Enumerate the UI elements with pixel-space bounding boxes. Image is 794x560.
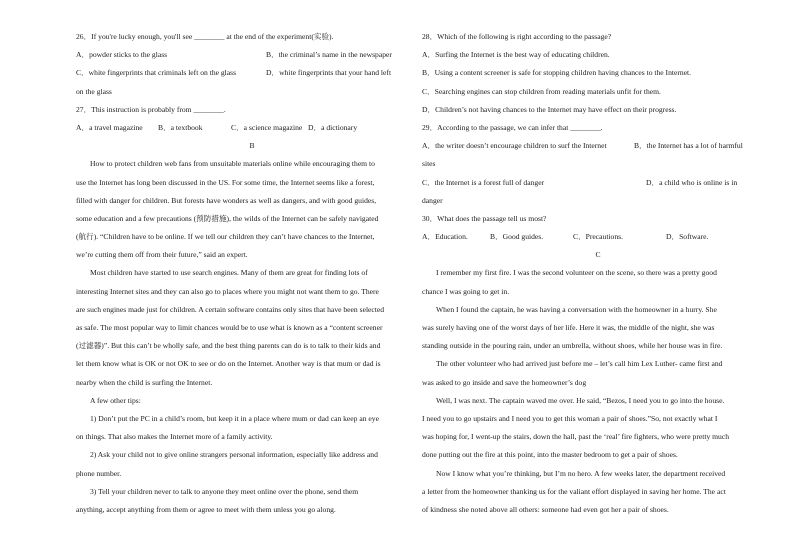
q29-option-b: B．the Internet has a lot of harmful	[634, 141, 743, 151]
passage-b-line: How to protect children web fans from unsuitable materials online while encouraging them to	[90, 159, 375, 169]
q28-option-a: A．Surfing the Internet is the best way of educating children.	[422, 50, 610, 60]
passage-c-line: I remember my first fire. I was the second volunteer on the scene, so there was a pretty good	[436, 268, 717, 278]
q29-options-row-2	[422, 174, 774, 192]
passage-c-line: standing outside in the pouring rain, under an umbrella, without shoes, while her house was in fire.	[422, 341, 723, 351]
question-29: 29．According to the passage, we can infer that ________.	[422, 122, 603, 132]
q26-option-d: D．white fingerprints that your hand left	[266, 68, 392, 78]
passage-c-line: chance I was going to get in.	[422, 286, 510, 296]
q29-option-a: A．the writer doesn’t encourage children to surf the Internet	[422, 141, 607, 151]
passage-c-line: was asked to go inside and save the homeowner’s dog	[422, 377, 587, 387]
q26-option-b: B．the criminal’s name in the newspaper	[266, 50, 392, 60]
left-column	[76, 28, 428, 519]
passage-b-line: 3) Tell your children never to talk to anyone they meet online over the phone, send them	[90, 486, 359, 496]
passage-b-line: on things. That also makes the Internet more of a family activity.	[76, 432, 273, 442]
passage-c-line: Now I know what you’re thinking, but I’m no hero. A few weeks later, the department received	[436, 468, 726, 478]
passage-c-line: was surely having one of the worst days of her life. Here it was, the middle of the night, she was	[422, 323, 715, 332]
passage-b-line: Most children have started to use search engines. Many of them are great for finding lots of	[90, 268, 368, 278]
passage-b-line: anything, accept anything from them or agree to meet with them unless you go along.	[76, 504, 336, 514]
question-26: 26．If you're lucky enough, you'll see ________ at the end of the experiment(实验).	[76, 32, 334, 41]
passage-c-line: was hoping for, I went-up the stairs, down the hall, past the ‘real’ fire fighters, who were pretty much	[422, 432, 730, 442]
q26-options-row-1	[76, 46, 428, 64]
passage-c-line: done putting out the fire at this point, into the master bedroom to get a pair of shoes.	[422, 450, 678, 460]
q26-option-a: A．powder sticks to the glass	[76, 50, 168, 60]
passage-c-line: of kindness she noted above all others: someone had even got her a pair of shoes.	[422, 504, 669, 514]
passage-b-line: filled with danger for children. But forests have wonders as well as dangers, and with good guides,	[76, 195, 377, 205]
q26-option-d-continued: on the glass	[76, 86, 112, 96]
passage-c-line: a letter from the homeowner thanking us for the valiant effort displayed in saving her home. The act	[422, 486, 726, 496]
passage-b-line: as safe. The most popular way to limit chances would be to use what is known as a “content screener	[76, 323, 383, 332]
q30-option-c: C．Precautions.	[573, 232, 623, 242]
passage-c-line: When I found the captain, he was having a conversation with the homeowner in a hurry. She	[436, 304, 717, 314]
passage-c-line: I need you to go upstairs and I need you to get this woman a pair of shoes.”So, not exactly what I	[422, 413, 718, 423]
passage-b-line: 1) Don’t put the PC in a child’s room, but keep it in a place where mum or dad can keep an eye	[90, 413, 379, 423]
q27-options	[76, 119, 428, 137]
q30-options	[422, 228, 774, 246]
passage-c-line: Well, I was next. The captain waved me over. He said, “Bezos, I need you to go into the house.	[436, 395, 725, 405]
passage-b-line: some education and a few precautions (预防措施), the wilds of the Internet can be safely navigated	[76, 213, 379, 223]
passage-b-line: nearby when the child is surfing the Internet.	[76, 377, 213, 387]
q29-options-row-1	[422, 137, 774, 155]
question-28: 28．Which of the following is right according to the passage?	[422, 32, 612, 41]
passage-b-line: A few other tips:	[90, 395, 141, 405]
passage-b-line: (航行). “Children have to be online. If we tell our children they can’t have chances to the Internet,	[76, 232, 375, 242]
passage-b-line: 2) Ask your child not to give online strangers personal information, especially like address and	[90, 450, 378, 460]
passage-b-line: let them know what is OK or not OK to see or do on the Internet. Another way is that mum or dad is	[76, 359, 381, 369]
q30-option-b: B．Good guides.	[490, 232, 544, 242]
q27-option-c: C．a science magazine	[231, 122, 303, 132]
q28-option-b: B．Using a content screener is safe for stopping children having chances to the Internet.	[422, 68, 692, 78]
q29-option-c: C．the Internet is a forest full of danger	[422, 177, 545, 187]
section-c-heading: C	[595, 250, 601, 260]
question-30: 30．What does the passage tell us most?	[422, 213, 547, 223]
passage-b-line: interesting Internet sites and they can also go to places where you might not want them to go. There	[76, 286, 379, 296]
passage-b-line: use the Internet has long been discussed in the US. For some time, the Internet seems like a forest,	[76, 177, 375, 187]
q29-option-b-continued: sites	[422, 159, 436, 169]
question-27: 27．This instruction is probably from ________.	[76, 104, 226, 114]
section-b-heading: B	[249, 141, 255, 151]
q27-option-d: D．a dictionary	[308, 122, 358, 132]
q29-option-d: D．a child who is online is in	[646, 177, 738, 187]
q27-option-b: B．a textbook	[158, 122, 203, 132]
q26-options-row-2	[76, 64, 428, 82]
passage-c-line: The other volunteer who had arrived just before me – let’s call him Lex Luther- came first and	[436, 359, 723, 369]
q28-option-c: C．Searching engines can stop children from reading materials unfit for them.	[422, 86, 661, 96]
q30-option-d: D．Software.	[666, 232, 709, 242]
q28-option-d: D．Children’s not having chances to the Internet may have effect on their progress.	[422, 104, 677, 114]
passage-b-line: (过滤器)”. But this can’t be wholly safe, and the best thing parents can do is to talk to their kids and	[76, 341, 381, 351]
q30-option-a: A．Education.	[422, 232, 468, 242]
q26-option-c: C．white fingerprints that criminals left on the glass	[76, 68, 237, 78]
passage-b-line: are such engines made just for children. A certain software contains only sites that have been selected	[76, 304, 385, 314]
right-column	[422, 28, 774, 519]
passage-b-line: we’re cutting them off from their future,” said an expert.	[76, 250, 248, 260]
q27-option-a: A．a travel magazine	[76, 122, 143, 132]
q29-option-d-continued: danger	[422, 195, 443, 205]
passage-b-line: phone number.	[76, 468, 122, 478]
